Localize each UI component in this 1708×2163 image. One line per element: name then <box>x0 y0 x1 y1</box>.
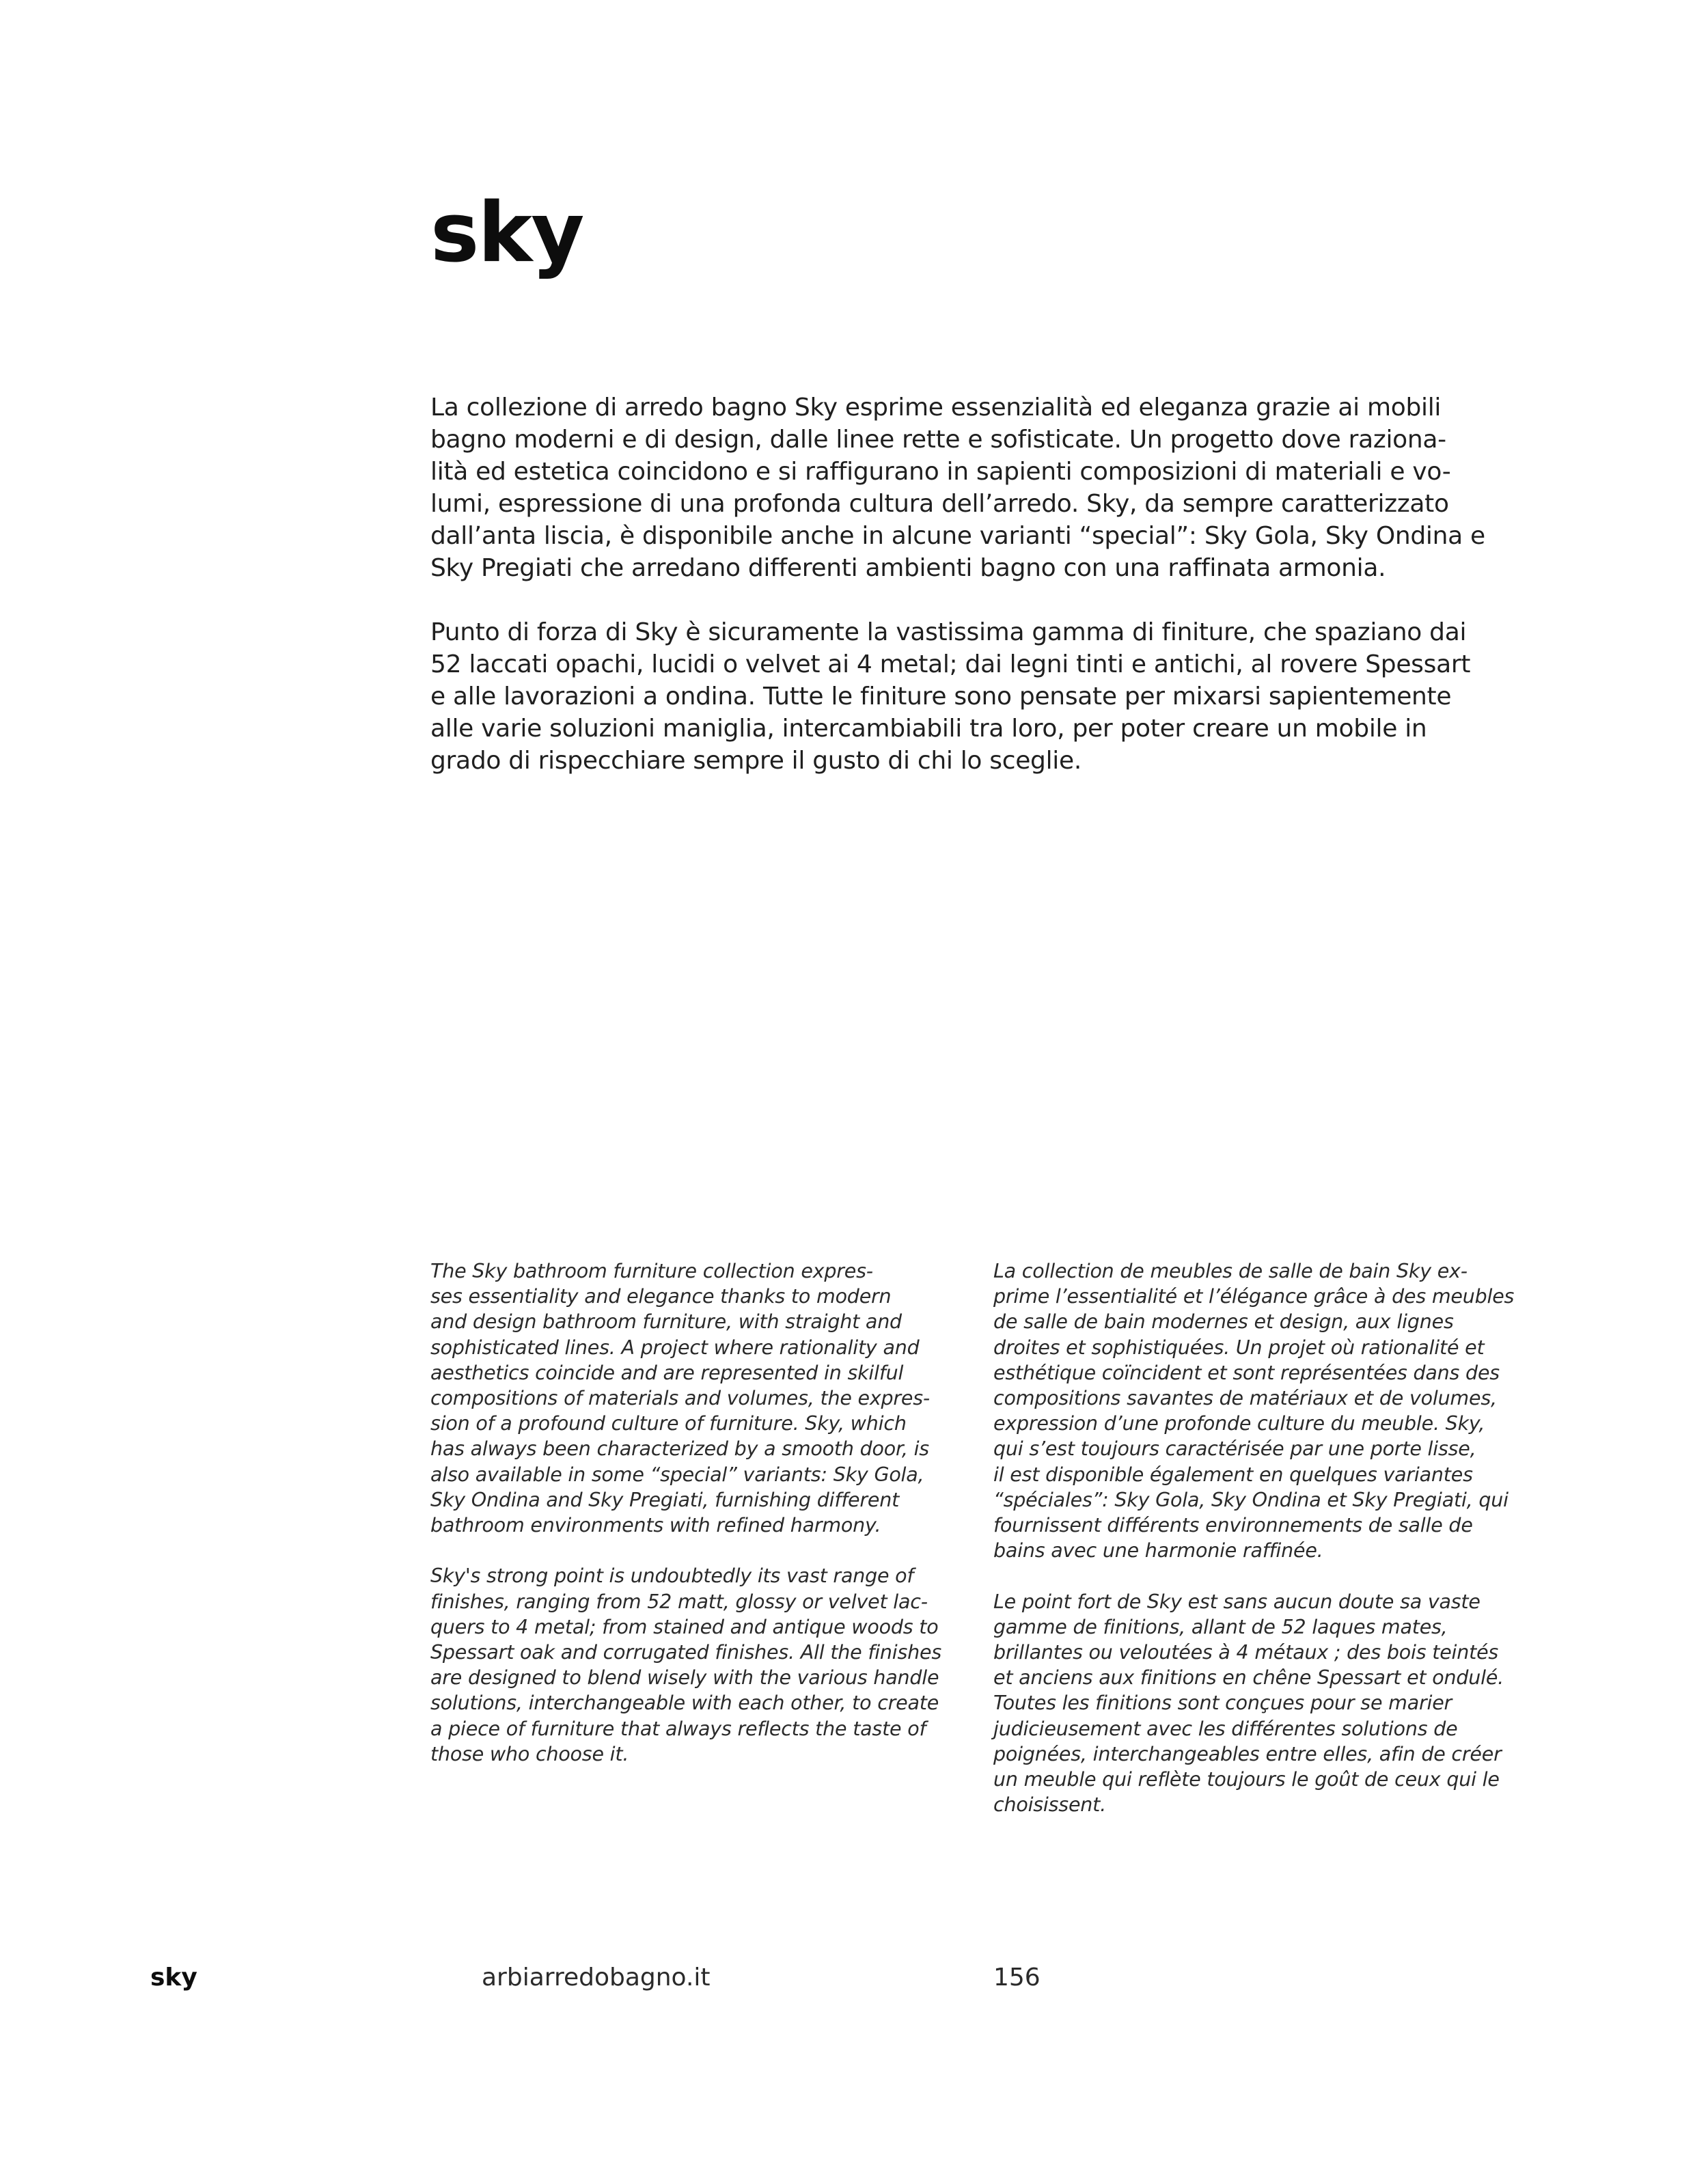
text-line: compositions savantes de matériaux et de volumes, <box>993 1387 1497 1410</box>
text-line: finishes, ranging from 52 matt, glossy or velvet lac- <box>430 1590 928 1613</box>
text-line: 52 laccati opachi, lucidi o velvet ai 4 metal; dai legni tinti e antichi, al rovere Spessart <box>430 650 1471 678</box>
text-line: Sky Pregiati che arredano differenti ambienti bagno con una raffinata armonia. <box>430 554 1386 582</box>
text-line: The Sky bathroom furniture collection expres- <box>430 1260 873 1282</box>
text-line: qui s’est toujours caractérisée par une porte lisse, <box>993 1437 1476 1461</box>
text-line: sion of a profound culture of furniture. Sky, which <box>430 1412 907 1435</box>
text-line: bains avec une harmonie raffinée. <box>993 1539 1323 1562</box>
text-line: has always been characterized by a smooth door, is <box>430 1437 929 1461</box>
text-line: La collection de meubles de salle de bain Sky ex- <box>993 1260 1468 1282</box>
text-line: grado di rispecchiare sempre il gusto di chi lo sceglie. <box>430 747 1082 775</box>
paragraph <box>993 1258 1547 1563</box>
text-line: solutions, interchangeable with each other, to create <box>430 1692 939 1715</box>
text-line: sophisticated lines. A project where rationality and <box>430 1336 920 1359</box>
text-line: expression d’une profonde culture du meuble. Sky, <box>993 1412 1485 1435</box>
text-line: droites et sophistiquées. Un projet où rationalité et <box>993 1336 1485 1359</box>
paragraph <box>993 1589 1547 1818</box>
text-line: Sky Ondina and Sky Pregiati, furnishing different <box>430 1488 900 1511</box>
text-line: Le point fort de Sky est sans aucun doute sa vaste <box>993 1590 1480 1613</box>
italian-description <box>430 391 1551 777</box>
text-line: bathroom environments with refined harmony. <box>430 1514 881 1537</box>
text-line: ses essentiality and elegance thanks to modern <box>430 1285 892 1308</box>
french-description <box>993 1258 1547 1817</box>
text-line: gamme de finitions, allant de 52 laques mates, <box>993 1615 1448 1638</box>
text-line: choisissent. <box>993 1793 1106 1817</box>
text-line: are designed to blend wisely with the various handle <box>430 1666 939 1690</box>
text-line: bagno moderni e di design, dalle linee rette e sofisticate. Un progetto dove raziona- <box>430 426 1446 454</box>
text-line: compositions of materials and volumes, the expres- <box>430 1387 930 1410</box>
text-line: Toutes les finitions sont conçues pour se marier <box>993 1692 1452 1715</box>
text-line: esthétique coïncident et sont représentées dans des <box>993 1361 1500 1384</box>
text-line: aesthetics coincide and are represented in skilful <box>430 1361 904 1384</box>
text-line: il est disponible également en quelques variantes <box>993 1463 1473 1486</box>
text-line: lumi, espressione di una profonda cultura dell’arredo. Sky, da sempre caratterizzato <box>430 490 1449 518</box>
text-line: de salle de bain modernes et design, aux lignes <box>993 1310 1454 1334</box>
text-line: poignées, interchangeables entre elles, afin de créer <box>993 1742 1502 1765</box>
text-line: brillantes ou veloutées à 4 métaux ; des bois teintés <box>993 1641 1499 1664</box>
text-line: “spéciales”: Sky Gola, Sky Ondina et Sky Pregiati, qui <box>993 1488 1509 1511</box>
paragraph <box>430 391 1551 584</box>
footer-website-link[interactable]: arbiarredobagno.it <box>482 1964 711 1992</box>
paragraph <box>430 1258 984 1538</box>
text-line: judicieusement avec les différentes solutions de <box>993 1717 1458 1740</box>
text-line: prime l’essentialité et l’élégance grâce à des meubles <box>993 1285 1515 1308</box>
text-line: dall’anta liscia, è disponibile anche in alcune varianti “special”: Sky Gola, Sky Ondina e <box>430 522 1485 550</box>
text-line: Spessart oak and corrugated finishes. All the finishes <box>430 1641 941 1664</box>
page-title: sky <box>430 186 583 281</box>
paragraph <box>430 616 1551 777</box>
text-line: a piece of furniture that always reflects the taste of <box>430 1717 926 1740</box>
text-line: and design bathroom furniture, with straight and <box>430 1310 902 1334</box>
text-line: Punto di forza di Sky è sicuramente la vastissima gamma di finiture, che spaziano dai <box>430 618 1467 646</box>
text-line: those who choose it. <box>430 1742 629 1765</box>
footer-page-number: 156 <box>993 1964 1041 1992</box>
text-line: fournissent différents environnements de salle de <box>993 1514 1473 1537</box>
text-line: lità ed estetica coincidono e si raffigurano in sapienti composizioni di materiali e vo- <box>430 458 1451 486</box>
text-line: Sky's strong point is undoubtedly its vast range of <box>430 1565 914 1588</box>
paragraph <box>430 1563 984 1767</box>
text-line: e alle lavorazioni a ondina. Tutte le finiture sono pensate per mixarsi sapientemente <box>430 683 1452 711</box>
text-line: alle varie soluzioni maniglia, intercambiabili tra loro, per poter creare un mobile in <box>430 715 1427 743</box>
text-line: quers to 4 metal; from stained and antique woods to <box>430 1615 939 1638</box>
text-line: La collezione di arredo bagno Sky esprime essenzialità ed eleganza grazie ai mobili <box>430 394 1442 422</box>
text-line: et anciens aux finitions en chêne Spessart et ondulé. <box>993 1666 1504 1690</box>
text-line: un meuble qui reflète toujours le goût de ceux qui le <box>993 1768 1500 1791</box>
footer-brand: sky <box>150 1964 197 1992</box>
english-description <box>430 1258 984 1767</box>
text-line: also available in some “special” variants: Sky Gola, <box>430 1463 924 1486</box>
